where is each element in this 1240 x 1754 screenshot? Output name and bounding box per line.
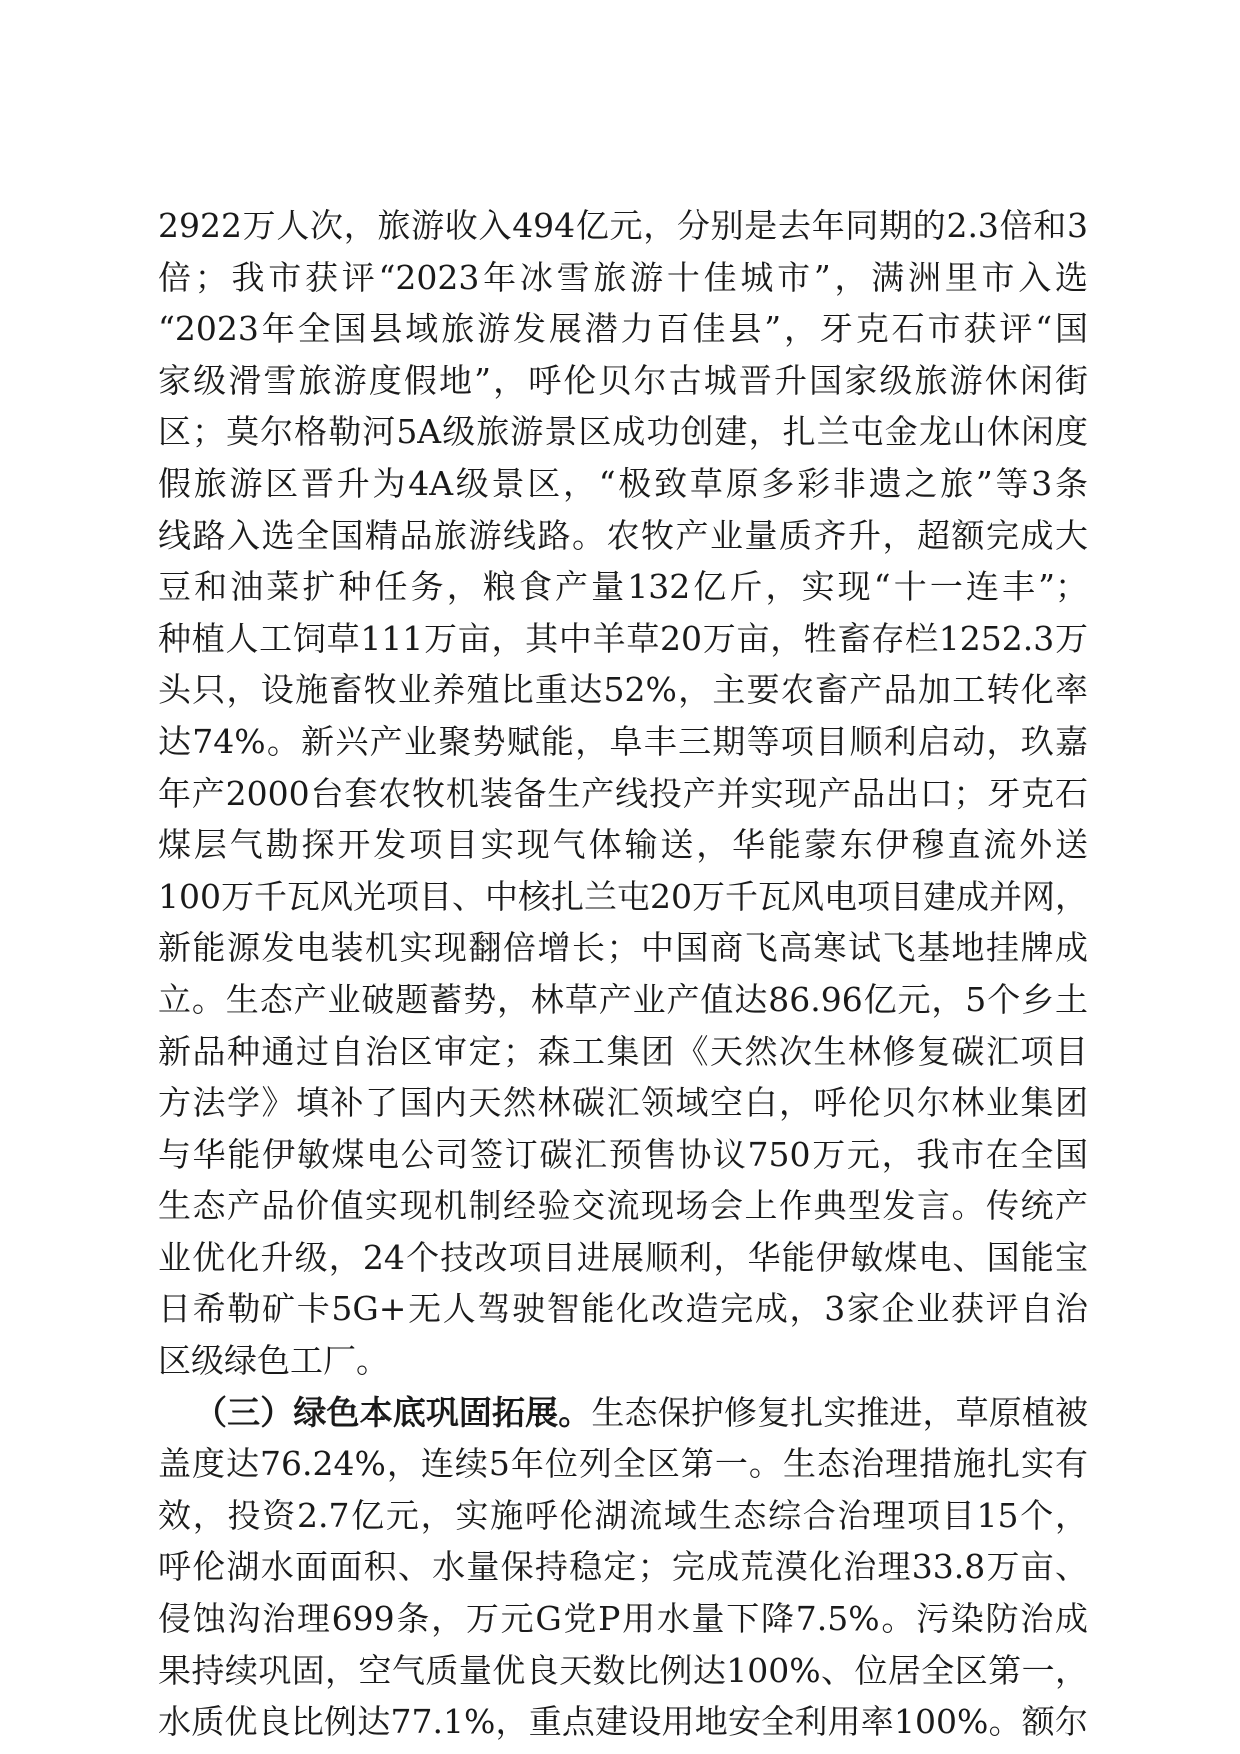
text-line: 煤层气勘探开发项目实现气体输送，华能蒙东伊穆直流外送 xyxy=(158,825,1088,865)
body-text xyxy=(158,200,1088,1748)
text-line: 倍；我市获评“2023年冰雪旅游十佳城市”，满洲里市入选 xyxy=(158,257,1088,297)
text-line: 家级滑雪旅游度假地”，呼伦贝尔古城晋升国家级旅游休闲街 xyxy=(158,360,1088,400)
section-first-line xyxy=(158,1387,1088,1439)
text-line: 效，投资2.7亿元，实施呼伦湖流域生态综合治理项目15个， xyxy=(158,1495,1088,1535)
text-line: 新能源发电装机实现翻倍增长；中国商飞高寒试飞基地挂牌成 xyxy=(158,928,1088,968)
text-line: 与华能伊敏煤电公司签订碳汇预售协议750万元，我市在全国 xyxy=(158,1134,1088,1174)
section-first-line-text: 生态保护修复扎实推进，草原植被 xyxy=(591,1392,1089,1432)
text-line: 头只，设施畜牧业养殖比重达52%，主要农畜产品加工转化率 xyxy=(158,670,1088,710)
text-line: 方法学》填补了国内天然林碳汇领域空白，呼伦贝尔林业集团 xyxy=(158,1083,1088,1123)
text-line: 盖度达76.24%，连续5年位列全区第一。生态治理措施扎实有 xyxy=(158,1444,1088,1484)
text-line: “2023年全国县域旅游发展潜力百佳县”，牙克石市获评“国 xyxy=(158,309,1088,349)
text-line: 豆和油菜扩种任务，粮食产量132亿斤，实现“十一连丰”； xyxy=(158,567,1088,607)
text-line: 种植人工饲草111万亩，其中羊草20万亩，牲畜存栏1252.3万 xyxy=(158,618,1088,658)
text-line: 果持续巩固，空气质量优良天数比例达100%、位居全区第一， xyxy=(158,1650,1088,1690)
text-line: 日希勒矿卡5G+无人驾驶智能化改造完成，3家企业获评自治 xyxy=(158,1289,1088,1329)
text-line: 2922万人次，旅游收入494亿元，分别是去年同期的2.3倍和3 xyxy=(158,206,1088,245)
text-line: 100万千瓦风光项目、中核扎兰屯20万千瓦风电项目建成并网， xyxy=(158,876,1088,916)
text-line: 年产2000台套农牧机装备生产线投产并实现产品出口；牙克石 xyxy=(158,773,1088,813)
text-line: 侵蚀沟治理699条，万元G党P用水量下降7.5%。污染防治成 xyxy=(158,1599,1088,1639)
text-line: 区级绿色工厂。 xyxy=(158,1341,389,1381)
text-line: 假旅游区晋升为4A级景区，“极致草原多彩非遗之旅”等3条 xyxy=(158,463,1088,503)
text-line: 立。生态产业破题蓄势，林草产业产值达86.96亿元，5个乡土 xyxy=(158,979,1088,1019)
section-heading: （三）绿色本底巩固拓展。 xyxy=(194,1392,592,1432)
text-line: 线路入选全国精品旅游线路。农牧产业量质齐升，超额完成大 xyxy=(158,515,1088,555)
text-line: 新品种通过自治区审定；森工集团《天然次生林修复碳汇项目 xyxy=(158,1031,1088,1071)
text-line: 呼伦湖水面面积、水量保持稳定；完成荒漠化治理33.8万亩、 xyxy=(158,1547,1088,1587)
text-line: 达74%。新兴产业聚势赋能，阜丰三期等项目顺利启动，玖嘉 xyxy=(158,721,1088,761)
text-line: 区；莫尔格勒河5A级旅游景区成功创建，扎兰屯金龙山休闲度 xyxy=(158,412,1088,452)
text-line: 业优化升级，24个技改项目进展顺利，华能伊敏煤电、国能宝 xyxy=(158,1237,1088,1277)
text-line: 生态产品价值实现机制经验交流现场会上作典型发言。传统产 xyxy=(158,1186,1088,1226)
text-line: 水质优良比例达77.1%，重点建设用地安全利用率100%。额尔 xyxy=(158,1702,1088,1742)
